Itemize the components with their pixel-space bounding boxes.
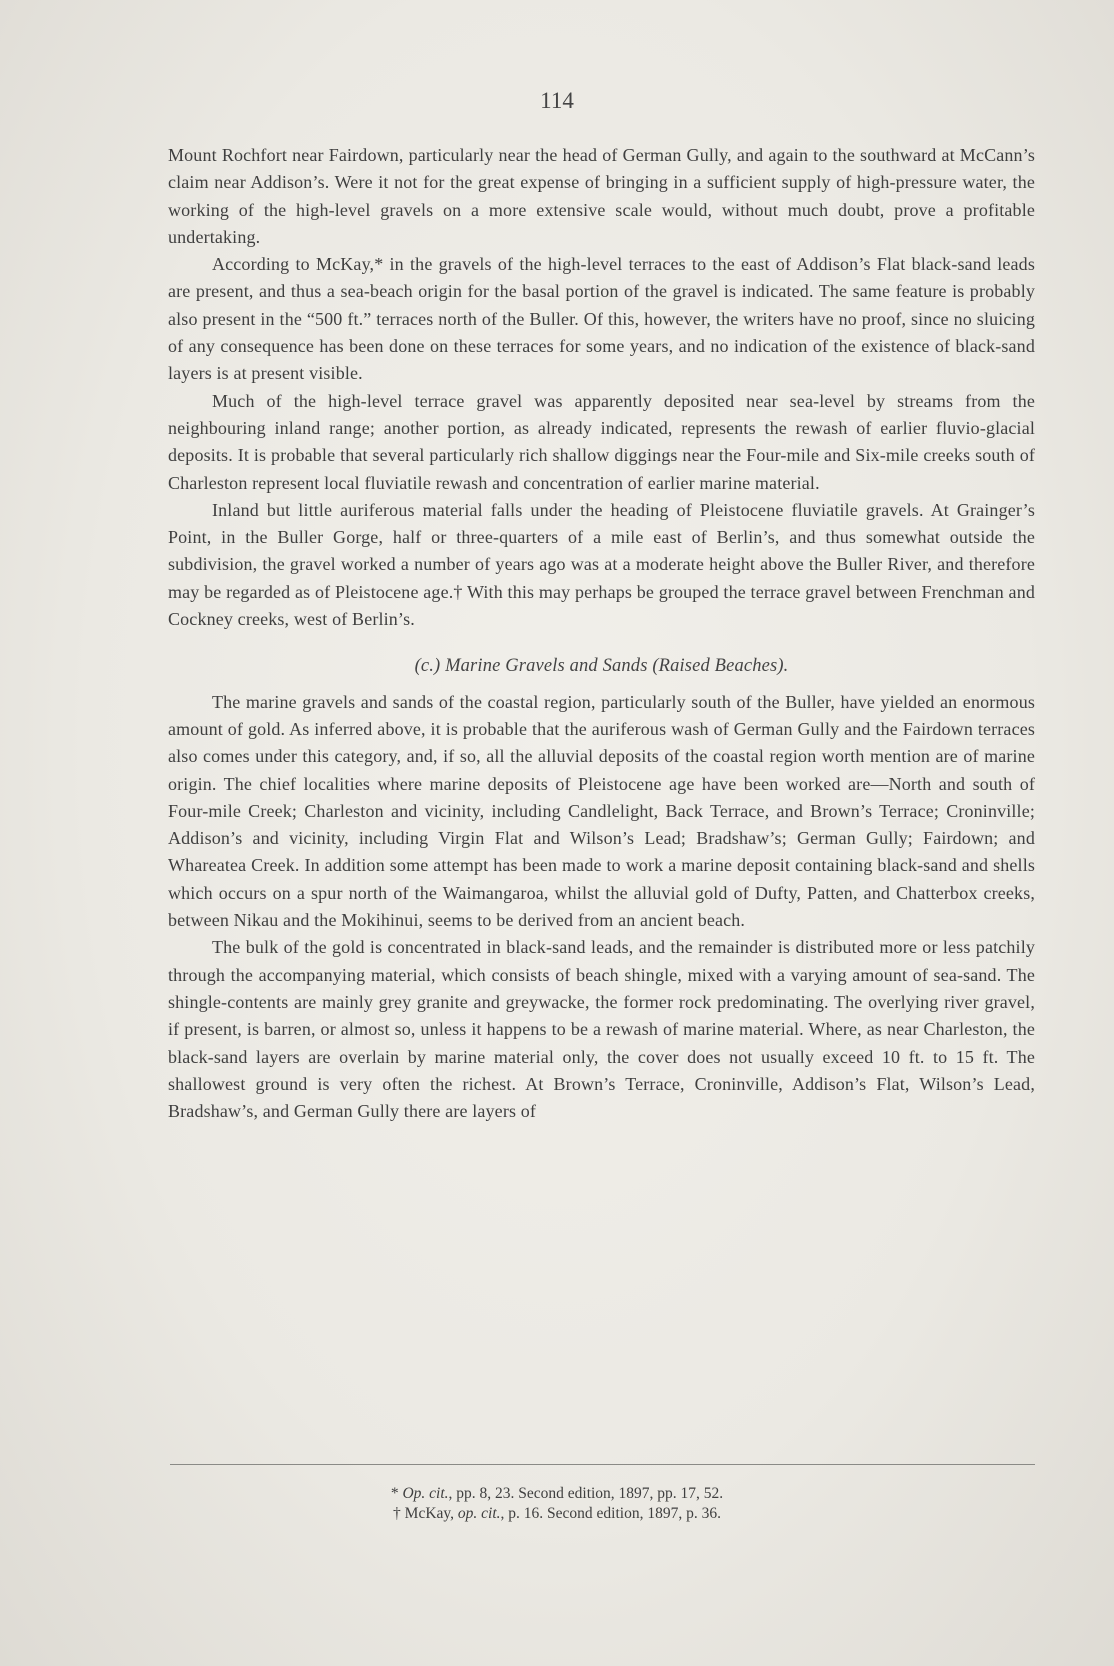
footnote-2-text: , p. 16. Second edition, 1897, p. 36.	[500, 1505, 721, 1522]
paragraph-3: Much of the high-level terrace gravel was apparently deposited near sea-level by streams from the neighbouring inland range; another portion, as already indicated, represents the rewash of earlier fluvio-glacial deposits. It is probable that several particularly rich shallow diggings near the Four-mile and Six-mile creeks south of Charleston represent local fluviatile rewash and concentration of earlier marine material.	[168, 390, 1035, 493]
footnote-1	[0, 1484, 1114, 1504]
footnote-1-italic: Op. cit.	[402, 1485, 449, 1502]
paragraph-4: Inland but little auriferous material falls under the heading of Pleistocene fluviatile gravels. At Grainger’s Point, in the Buller Gorge, half or three-quarters of a mile east of Berlin’s, and thus somewhat outside the subdivision, the gravel worked a number of years ago was at a moderate height above the Buller River, and therefore may be regarded as of Pleistocene age.† With this may perhaps be grouped the terrace gravel between Frenchman and Cockney creeks, west of Berlin’s.	[168, 499, 1035, 630]
footnote-2	[0, 1504, 1114, 1524]
body-text	[168, 142, 1035, 1125]
paragraph-1: Mount Rochfort near Fairdown, particularly near the head of German Gully, and again to the southward at McCann’s claim near Addison’s. Were it not for the great expense of bringing in a sufficient supply of high-pressure water, the working of the high-level gravels on a more extensive scale would, without much doubt, prove a profitable undertaking.	[168, 145, 1035, 247]
footnote-divider	[170, 1464, 1035, 1465]
page-number: 114	[540, 88, 574, 113]
paragraph-6: The bulk of the gold is concentrated in black-sand leads, and the remainder is distributed more or less patchily through the accompanying material, which consists of beach shingle, mixed with a varying amount of sea-sand. The shingle-contents are mainly grey granite and greywacke, the former rock predominating. The overlying river gravel, if present, is barren, or almost so, unless it happens to be a rewash of marine material. Where, as near Charleston, the black-sand layers are overlain by marine material only, the cover does not usually exceed 10 ft. to 15 ft. The shallowest ground is very often the richest. At Brown’s Terrace, Croninville, Addison’s Flat, Wilson’s Lead, Bradshaw’s, and German Gully there are layers of	[168, 937, 1035, 1122]
footnote-2-italic: op. cit.	[457, 1505, 501, 1522]
footnote-1-text: , pp. 8, 23. Second edition, 1897, pp. 17, 52.	[448, 1485, 724, 1502]
footnotes	[0, 1484, 1114, 1524]
paragraph-5: The marine gravels and sands of the coastal region, particularly south of the Buller, have yielded an enormous amount of gold. As inferred above, it is probable that the auriferous wash of German Gully and the Fairdown terraces also comes under this category, and, if so, all the alluvial deposits of the coastal region worth mention are of marine origin. The chief localities where marine deposits of Pleistocene age have been worked are—North and south of Four-mile Creek; Charleston and vicinity, including Candlelight, Back Terrace, and Brown’s Terrace; Croninville; Addison’s and vicinity, including Virgin Flat and Wilson’s Lead; Bradshaw’s; German Gully; Fairdown; and Whareatea Creek. In addition some attempt has been made to work a marine deposit containing black-sand and shells which occurs on a spur north of the Waimangaroa, whilst the alluvial gold of Dufty, Patten, and Chatterbox creeks, between Nikau and the Mokihinui, seems to be derived from an ancient beach.	[168, 691, 1035, 931]
paragraph-2: According to McKay,* in the gravels of the high-level terraces to the east of Addison’s Flat black-sand leads are present, and thus a sea-beach origin for the basal portion of the gravel is indicated. The same feature is probably also present in the “500 ft.” terraces north of the Buller. Of this, however, the writers have no proof, since no sluicing of any consequence has been done on these terraces for some years, and no indication of the existence of black-sand layers is at present visible.	[168, 254, 1035, 384]
section-heading: (c.) Marine Gravels and Sands (Raised Beaches).	[414, 656, 789, 677]
footnote-1-mark: *	[390, 1485, 403, 1502]
footnote-2-start: † McKay,	[393, 1505, 458, 1522]
